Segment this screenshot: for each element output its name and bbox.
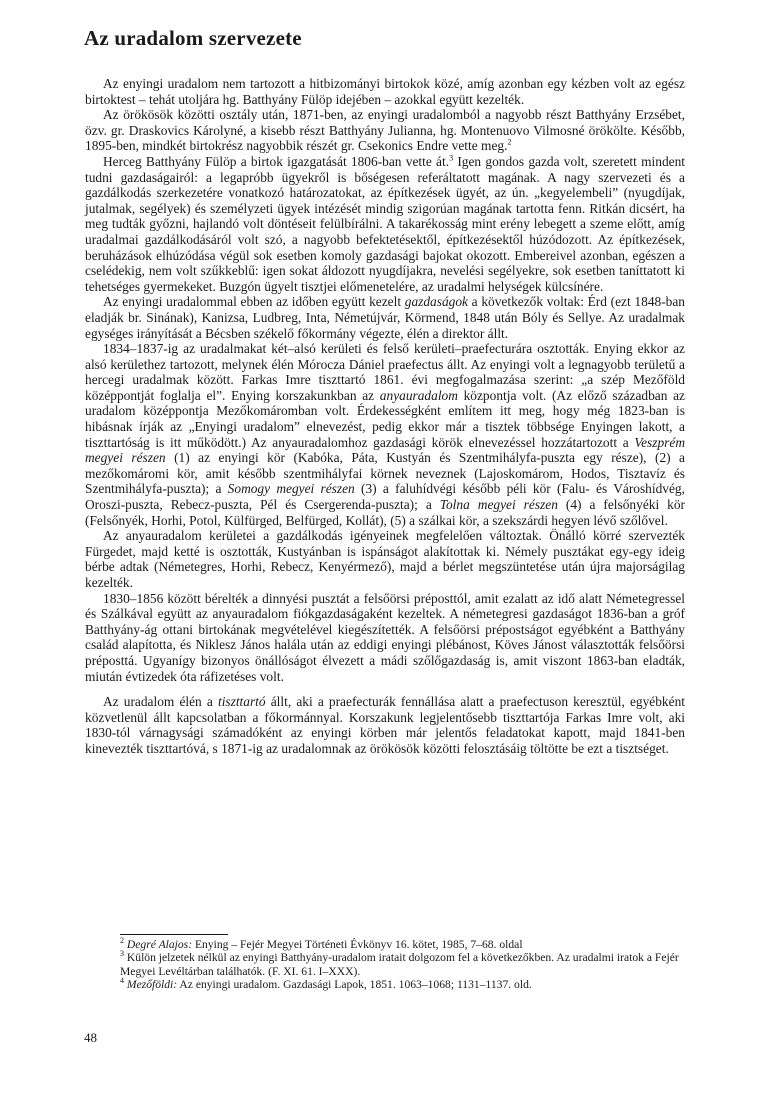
paragraph-5-term-2: Veszprém megyei részen [85, 434, 685, 466]
paragraph-7: 1830–1856 között bérelték a dinnyési pusztát a felsőörsi préposttól, amit ezalatt az idő alatt Németegressel és Szálkával együtt az anyauradalom fiókgazdaságaként kezeltek. A németegresi gazdaságot 1836-ban a gróf Batthyány-ág ottani birtokának megvételével kiegészítették. A felsőörsi prépostságot egyébként a Batthyány család alapította, és Niklesz János halála után az eddigi enyingi plébánost, Köves Jánost választották felsőörsi préposttá. Ugyanígy bizonyos önállóságot élvezett a mádi szőlőgazdaság is, amit viszont 1863-ban eladták, miután évtizedek óta ráfizetéses volt. [85, 590, 685, 684]
footnote-4-text: Az enyingi uradalom. Gazdasági Lapok, 1851. 1063–1068; 1131–1137. old. [177, 978, 532, 992]
paragraph-4-text-a: Az enyingi uradalommal ebben az időben együtt kezelt [103, 294, 405, 310]
paragraph-5-text-c: (1) az enyingi kör (Kabóka, Páta, Kustyán és Szentmihályfa-puszta egy része), (2) a mezőkomáromi kör, amit később szentmihályfai körnek neveznek (Lajoskomárom, Hodos, Tisztavíz és Szentmihályfa-puszta); a [85, 450, 686, 497]
body-text [85, 76, 685, 757]
footnotes [120, 938, 682, 992]
paragraph-8 [85, 694, 685, 756]
footnote-4-author: Mezőföldi: [126, 978, 178, 992]
footnote-ref-3: 3 [449, 153, 454, 163]
paragraph-2-text: Az örökösök közötti osztály után, 1871-ben, az enyingi uradalomból a nagyobb részt Batthyány Erzsébet, özv. gr. Draskovics Károlyné, a kisebb részt Batthyány Julianna, hg. Montenuovo Vilmosné örökölte. Később, 1895-ben, mindkét birtokrész nagyobbik részét gr. Csekonics Endre vette meg. [85, 107, 685, 154]
footnote-divider [120, 934, 228, 935]
paragraph-8-text-a: Az uradalom élén a [103, 694, 218, 710]
page-title: Az uradalom szervezete [84, 26, 302, 50]
paragraph-8-term: tiszttartó [217, 694, 266, 710]
footnote-3 [120, 951, 682, 978]
page-number: 48 [84, 1030, 97, 1045]
paragraph-5-text-e: (4) a felsőnyéki kör (Felsőnyék, Horhi, Potol, Külfürged, Belfürged, Kollát), (5) a szálkai kör, a szekszárdi hegyen lévő szőlővel. [85, 497, 686, 528]
paragraph-3-text-a: Herceg Batthyány Fülöp a birtok igazgatását 1806-ban vette át. [103, 153, 450, 169]
footnote-2-text: Enying – Fejér Megyei Történeti Évkönyv 16. kötet, 1985, 7–68. oldal [192, 938, 523, 951]
paragraph-6: Az anyauradalom kerületei a gazdálkodás igényeinek megfelelően változtak. Önálló körré szervezték Fürgedet, majd ketté is osztották, Kustyánban is ispánságot alakítottak ki. Némely pusztákat egy-egy ideig bérbe adtak (Németegres, Horhi, Rebecz, Kenyérmező), majd a bérlet megszüntetése után újra majorságilag kezelték. [85, 528, 685, 590]
paragraph-5-text-b: központja volt. (Az előző században az uradalom középpontja Mezőkomáromban volt. Érdekességként említem itt meg, hogy még 1823-ban is hibásnak írják az „Enyingi uradalom” elnevezést, pedig ekkor már a tisztek többsége Enyingen lakott, a tiszttartóság is itt működött.) Az anyauradalomhoz gazdasági körök elnevezéssel hozzátartozott a [85, 387, 686, 450]
paragraph-5-term-4: Tolna megyei részen [439, 497, 558, 513]
footnote-ref-2: 2 [507, 137, 512, 147]
paragraph-5-text-a: 1834–1837-ig az uradalmakat két–alsó kerületi és felső kerületi–praefecturára osztották. Enying ekkor az alsó kerülethez tartozott, melynek élén Mórocza Dániel praefectus állt. Az enyingi volt a legnagyobb területű a hercegi uradalmak között. Farkas Imre tiszttartó 1861. évi megfogalmazása szerint: „a szép Mezőföld középpontját foglalja el”. Enying korszakunkban az [85, 341, 685, 403]
footnote-3-mark: 3 [120, 949, 124, 959]
paragraph-5-text-d: (3) a faluhídvégi később péli kör (Falu- és Városhídvég, Oroszi-puszta, Rebecz-puszta, Pél és Csergerenda-puszta); a [85, 481, 685, 513]
paragraph-4-term: gazdaságok [404, 294, 468, 310]
footnote-4 [120, 978, 682, 991]
paragraph-2 [85, 107, 685, 154]
paragraph-8-text-b: állt, aki a praefecturák fennállása alatt a praefectuson keresztül, egyébként közvetlenül állt kapcsolatban a főkormánnyal. Korszakunk legjelentősebb tiszttartója Farkas Imre volt, aki 1830-tól várnagysági számadóként az enyingi körben már jelentős feladatokat kapott, majd 1841-ben kinevezték tiszttartóvá, s 1871-ig az uradalomnak az örökösök közötti felosztásáig töltötte be ezt a tisztséget. [85, 694, 685, 756]
paragraph-4 [85, 294, 685, 341]
paragraph-5-term-1: anyauradalom [379, 387, 458, 403]
paragraph-1: Az enyingi uradalom nem tartozott a hitbizományi birtokok közé, amíg azonban egy kézben volt az egész birtoktest – tehát utoljára hg. Batthyány Fülöp idejében – azokkal együtt kezelték. [85, 76, 685, 107]
paragraph-5-term-3: Somogy megyei részen [227, 481, 355, 497]
footnote-3-text: Külön jelzetek nélkül az enyingi Batthyány-uradalom iratait dolgozom fel a következőkben. Az uradalmi iratok a Fejér Megyei Levéltárban találhatók. (F. XI. 61. I–XXX). [120, 951, 679, 978]
footnote-2-author: Degré Alajos: [126, 938, 193, 951]
paragraph-3-text-b: Igen gondos gazda volt, szeretett mindent tudni gazdaságairól: a legapróbb ügyekről is bőségesen referáltatott magának. A nagy szervezeti és a gazdálkodás szerkezetére vonatkozó határozatokat, az építkezések ügyét, az ún. „kegyelembeli” (nyugdíjak, jutalmak, segélyek) és személyzeti ügyek intézését mindig szigorúan magának tartotta fenn. Ritkán dicsért, ha meg tudták győzni, hajlandó volt döntéseit felülbírálni. A takarékosság mint erény lebegett a szeme előtt, amíg uradalmai gazdálkodásáról volt szó, a nagyobb befektetésektől, építkezésektől húzódozott. Az építkezések, beruházások elhúzódása végül sok esetben komoly gazdasági bajokat okozott. Embereivel azonban, egészen a cselédekig, nem volt szűkkeblű: igen sokat áldozott nyugdíjakra, nevelési segélyekre, sok esetben taníttatott ki tehetséges gyermekeket. Buzgón ügyelt tisztjei előmenetelére, az uradalmi helységek külcsínére. [85, 153, 685, 294]
footnote-4-mark: 4 [120, 976, 124, 986]
paragraph-4-text-b: a következők voltak: Érd (ezt 1848-ban eladják br. Sinának), Kanizsa, Ludbreg, Inta, Németújvár, Körmend, 1848 után Bóly és Sellye. Az uradalmak egységes irányítását a Bécsben székelő főkormány végezte, élén a direktor állt. [85, 294, 685, 341]
paragraph-5 [85, 341, 685, 528]
footnote-2 [120, 938, 682, 951]
paragraph-3 [85, 154, 685, 294]
footnote-2-mark: 2 [120, 936, 124, 946]
